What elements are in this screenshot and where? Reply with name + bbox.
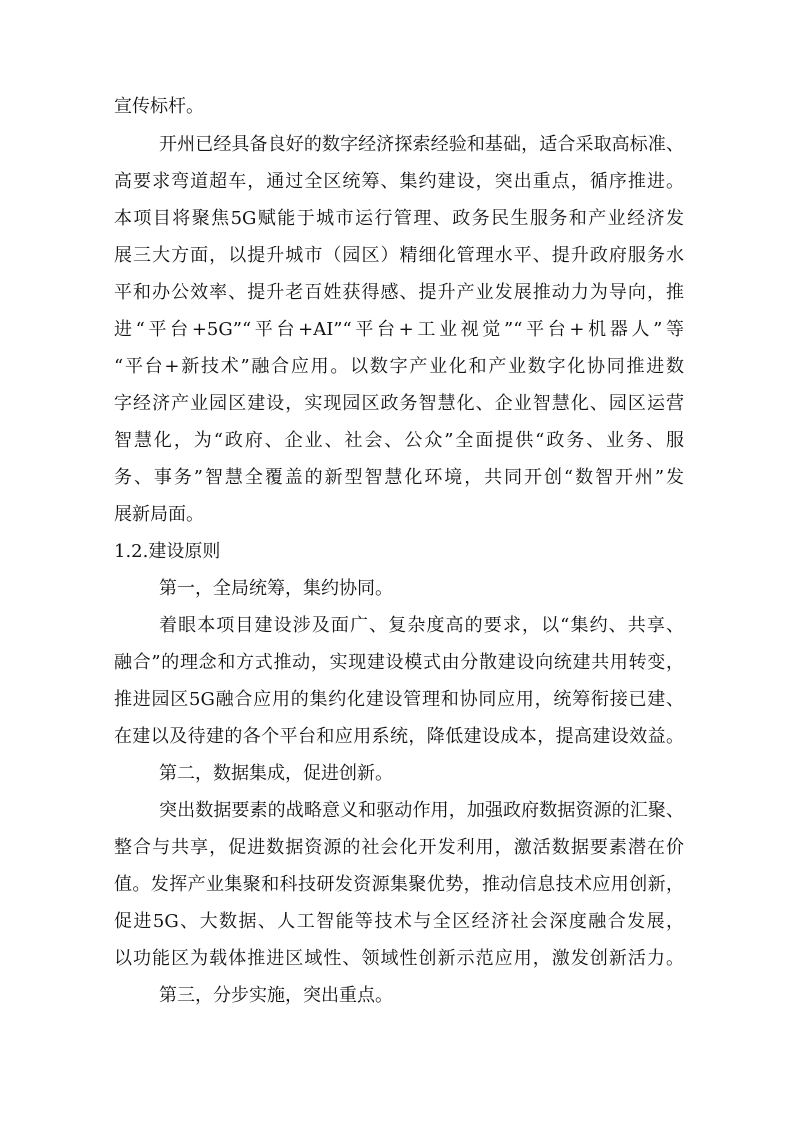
paragraph-line: 智慧化，为“政府、企业、社会、公众”全面提供“政务、业务、服	[114, 430, 684, 451]
principle-heading: 第一，全局统筹，集约协同。	[159, 578, 393, 599]
paragraph-line: 推进园区5G融合应用的集约化建设管理和协同应用，统筹衔接已建、	[114, 689, 684, 710]
paragraph-line: 展新局面。	[114, 504, 204, 525]
paragraph-line: 平和办公效率、提升老百姓获得感、提升产业发展推动力为导向，推	[114, 282, 684, 303]
paragraph-line: 本项目将聚焦5G赋能于城市运行管理、政务民生服务和产业经济发	[114, 208, 684, 229]
paragraph-line: 进“平台+5G”“平台+AI”“平台+工业视觉”“平台+机器人”等	[114, 319, 684, 340]
paragraph-line: “平台+新技术”融合应用。以数字产业化和产业数字化协同推进数	[114, 356, 684, 377]
paragraph-line: 务、事务”智慧全覆盖的新型智慧化环境，共同开创“数智开州”发	[114, 467, 684, 488]
paragraph-line: 字经济产业园区建设，实现园区政务智慧化、企业智慧化、园区运营	[114, 393, 684, 414]
paragraph-line: 以功能区为载体推进区域性、领域性创新示范应用，激发创新活力。	[114, 948, 684, 969]
paragraph-line: 开州已经具备良好的数字经济探索经验和基础，适合采取高标准、	[159, 134, 684, 155]
paragraph-line: 整合与共享，促进数据资源的社会化开发利用，激活数据要素潜在价	[114, 837, 684, 858]
paragraph-line: 在建以及待建的各个平台和应用系统，降低建设成本，提高建设效益。	[114, 726, 684, 747]
section-heading: 1.2.建设原则	[114, 541, 221, 562]
paragraph-continuation-line: 宣传标杆。	[114, 96, 204, 117]
paragraph-line: 展三大方面，以提升城市（园区）精细化管理水平、提升政府服务水	[114, 245, 684, 266]
paragraph-line: 着眼本项目建设涉及面广、复杂度高的要求，以“集约、共享、	[159, 615, 684, 636]
paragraph-line: 突出数据要素的战略意义和驱动作用，加强政府数据资源的汇聚、	[159, 800, 684, 821]
principle-heading: 第二，数据集成，促进创新。	[159, 763, 393, 784]
principle-heading: 第三，分步实施，突出重点。	[159, 985, 393, 1006]
paragraph-line: 促进5G、大数据、人工智能等技术与全区经济社会深度融合发展，	[114, 911, 684, 932]
paragraph-line: 融合”的理念和方式推动，实现建设模式由分散建设向统建共用转变，	[114, 652, 684, 673]
paragraph-line: 值。发挥产业集聚和科技研发资源集聚优势，推动信息技术应用创新，	[114, 874, 684, 895]
paragraph-line: 高要求弯道超车，通过全区统筹、集约建设，突出重点，循序推进。	[114, 171, 684, 192]
